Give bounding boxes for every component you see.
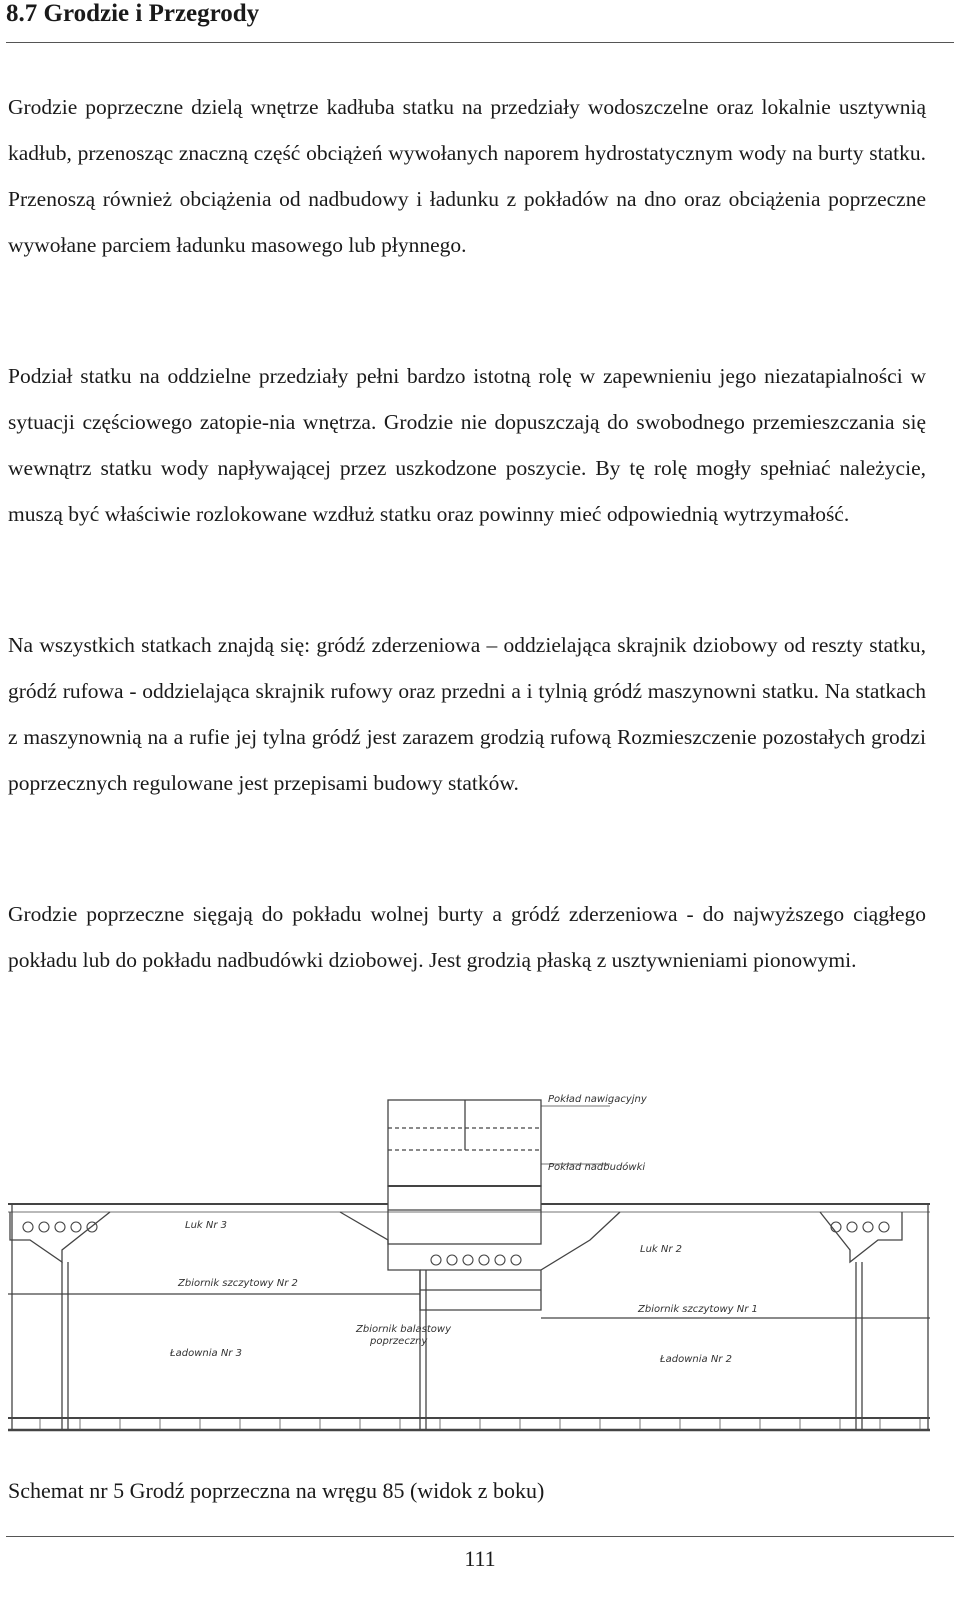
label-luk-3: Luk Nr 3 xyxy=(185,1220,228,1231)
label-zbiornik-2: Zbiornik szczytowy Nr 2 xyxy=(178,1278,298,1289)
page-number: 111 xyxy=(464,1546,496,1571)
figure-caption: Schemat nr 5 Grodź poprzeczna na wręgu 85 (widok z boku) xyxy=(8,1478,545,1503)
label-zbiornik-1: Zbiornik szczytowy Nr 1 xyxy=(638,1304,758,1315)
label-poprzeczny: poprzeczny xyxy=(370,1336,428,1347)
paragraph-2: Podział statku na oddzielne przedziały pełni bardzo istotną rolę w zapewnieniu jego niezatapialności w sytuacji częściowego zatopie-nia wnętrza. Grodzie nie dopuszczają do swobodnego przemieszczania się wewnątrz statku wody napływającej przez uszkodzone poszycie. By tę rolę mogły spełniać należycie, muszą być właściwie rozlokowane wzdłuż statku oraz powinny mieć odpowiednią wytrzymałość. xyxy=(8,364,926,526)
label-zbiornik-balastowy: Zbiornik balastowy xyxy=(356,1324,452,1335)
label-ladownia-3: Ładownia Nr 3 xyxy=(170,1348,242,1359)
label-poklad-nadbudowki: Pokład nadbudówki xyxy=(548,1162,646,1173)
heading-divider xyxy=(6,42,954,43)
section-heading: 8.7 Grodzie i Przegrody xyxy=(6,0,260,27)
paragraph-4: Grodzie poprzeczne sięgają do pokładu wolnej burty a gródź zderzeniowa - do najwyższego ciągłego pokładu lub do pokładu nadbudówki dziobowej. Jest grodzią płaską z usztywnieniami pionowymi. xyxy=(8,902,926,972)
label-ladownia-2: Ładownia Nr 2 xyxy=(660,1354,732,1365)
paragraph-3: Na wszystkich statkach znajdą się: gródź zderzeniowa – oddzielająca skrajnik dziobowy od reszty statku, gródź rufowa - oddzielająca skrajnik rufowy oraz przedni a i tylnią gródź maszynowni statku. Na statkach z maszynownią na a rufie jej tylna gródź jest zarazem grodzią rufową Rozmieszczenie pozostałych grodzi poprzecznych regulowane jest przepisami budowy statków. xyxy=(8,633,926,795)
bulkhead-side-view-drawing xyxy=(0,1080,960,1460)
paragraph-1: Grodzie poprzeczne dzielą wnętrze kadłuba statku na przedziały wodoszczelne oraz lokalnie usztywnią kadłub, przenosząc znaczną część obciążeń wywołanych naporem hydrostatycznym wody na burty statku. Przenoszą również obciążenia od nadbudowy i ładunku z pokładów na dno oraz obciążenia poprzeczne wywołane parciem ładunku masowego lub płynnego. xyxy=(8,95,926,257)
footer-divider xyxy=(6,1536,954,1537)
label-luk-2: Luk Nr 2 xyxy=(640,1244,683,1255)
label-poklad-nawigacyjny: Pokład nawigacyjny xyxy=(548,1094,647,1105)
